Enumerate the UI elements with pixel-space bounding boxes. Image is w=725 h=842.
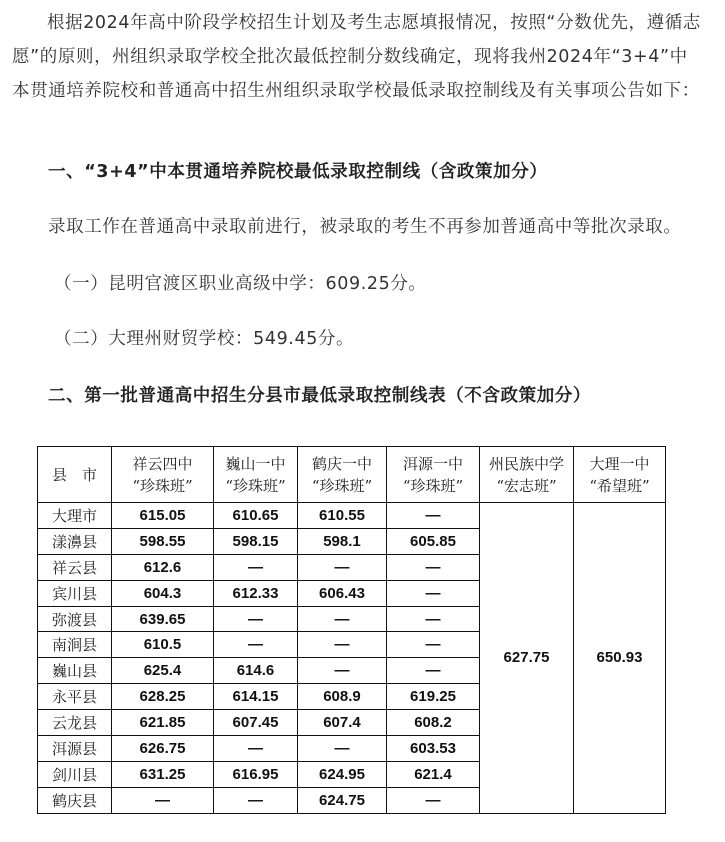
score-cell: 605.85 (387, 528, 480, 554)
section1-heading: 一、“3+4”中本贯通培养院校最低录取控制线（含政策加分） (48, 162, 548, 182)
score-cell: 598.1 (298, 528, 387, 554)
score-table (37, 446, 666, 814)
score-cell: 621.4 (387, 761, 480, 787)
score-cell: — (214, 632, 298, 658)
county-cell: 大理市 (38, 503, 112, 529)
county-cell: 祥云县 (38, 554, 112, 580)
county-cell: 云龙县 (38, 710, 112, 736)
score-cell: — (298, 554, 387, 580)
header-weishan (214, 447, 298, 503)
score-cell: — (387, 606, 480, 632)
score-cell: — (387, 787, 480, 813)
table-row (38, 503, 666, 529)
county-cell: 弥渡县 (38, 606, 112, 632)
score-cell: 631.25 (112, 761, 214, 787)
score-cell: 614.15 (214, 684, 298, 710)
score-cell: 639.65 (112, 606, 214, 632)
score-cell: — (298, 606, 387, 632)
score-cell: — (112, 787, 214, 813)
score-cell: 603.53 (387, 736, 480, 762)
header-minzu (480, 447, 574, 503)
header-line2: “珍珠班” (225, 476, 286, 495)
score-cell: — (387, 658, 480, 684)
score-cell: 608.2 (387, 710, 480, 736)
score-cell: 626.75 (112, 736, 214, 762)
score-cell: — (214, 606, 298, 632)
score-cell: 598.15 (214, 528, 298, 554)
score-cell: 625.4 (112, 658, 214, 684)
score-cell: 608.9 (298, 684, 387, 710)
score-cell: — (298, 736, 387, 762)
score-cell: — (298, 632, 387, 658)
score-cell: 610.5 (112, 632, 214, 658)
score-cell: — (298, 658, 387, 684)
score-cell: 598.55 (112, 528, 214, 554)
header-dali (574, 447, 666, 503)
score-cell: 604.3 (112, 580, 214, 606)
score-cell: — (214, 787, 298, 813)
section1-item-2: （二）大理州财贸学校：549.45分。 (54, 329, 355, 349)
score-cell: 610.55 (298, 503, 387, 529)
score-cell: 614.6 (214, 658, 298, 684)
score-cell: 619.25 (387, 684, 480, 710)
section1-item-1: （一）昆明官渡区职业高级中学：609.25分。 (54, 274, 427, 294)
header-county (38, 447, 112, 503)
header-line1: 州民族中学 (488, 454, 564, 473)
score-cell: 616.95 (214, 761, 298, 787)
table-header-row (38, 447, 666, 503)
header-line2: “珍珠班” (311, 476, 373, 495)
header-xiangyun (112, 447, 214, 503)
score-cell: 606.43 (298, 580, 387, 606)
county-cell: 南涧县 (38, 632, 112, 658)
score-cell: 610.65 (214, 503, 298, 529)
header-line1: 鹤庆一中 (311, 454, 372, 473)
header-line1: 巍山一中 (225, 454, 286, 473)
header-line2: “希望班” (589, 476, 650, 495)
score-cell: 628.25 (112, 684, 214, 710)
header-heqing (298, 447, 387, 503)
county-cell: 巍山县 (38, 658, 112, 684)
county-cell: 永平县 (38, 684, 112, 710)
score-cell: — (387, 503, 480, 529)
score-cell: 607.45 (214, 710, 298, 736)
header-line1: 大理一中 (589, 454, 650, 473)
score-cell: 612.33 (214, 580, 298, 606)
score-cell: 621.85 (112, 710, 214, 736)
score-cell: 615.05 (112, 503, 214, 529)
minzu-merged-score: 627.75 (480, 503, 574, 814)
county-cell: 宾川县 (38, 580, 112, 606)
score-cell: — (214, 554, 298, 580)
header-county-label: 县 市 (51, 465, 97, 484)
score-cell: 607.4 (298, 710, 387, 736)
section2-heading: 二、第一批普通高中招生分县市最低录取控制线表（不含政策加分） (48, 386, 591, 406)
section1-note: 录取工作在普通高中录取前进行，被录取的考生不再参加普通高中等批次录取。 (48, 217, 682, 237)
score-cell: — (214, 736, 298, 762)
score-cell: 624.75 (298, 787, 387, 813)
county-cell: 漾濞县 (38, 528, 112, 554)
county-cell: 剑川县 (38, 761, 112, 787)
intro-paragraph: 根据2024年高中阶段学校招生计划及考生志愿填报情况，按照“分数优先，遵循志愿”的原则，州组织录取学校全批次最低控制分数线确定，现将我州2024年“3+4”中本贯通培养院校和普通高中招生州组织录取学校最低录取控制线及有关事项公告如下： (12, 13, 701, 101)
dali-merged-score: 650.93 (574, 503, 666, 814)
score-cell: 624.95 (298, 761, 387, 787)
header-line1: 祥云四中 (132, 454, 193, 473)
header-line2: “宏志班” (496, 476, 557, 495)
header-line2: “珍珠班” (132, 476, 193, 495)
header-line1: 洱源一中 (402, 454, 463, 473)
county-cell: 鹤庆县 (38, 787, 112, 813)
score-cell: 612.6 (112, 554, 214, 580)
score-cell: — (387, 632, 480, 658)
score-cell: — (387, 580, 480, 606)
score-cell: — (387, 554, 480, 580)
county-cell: 洱源县 (38, 736, 112, 762)
header-eryuan (387, 447, 480, 503)
header-line2: “珍珠班” (402, 476, 464, 495)
